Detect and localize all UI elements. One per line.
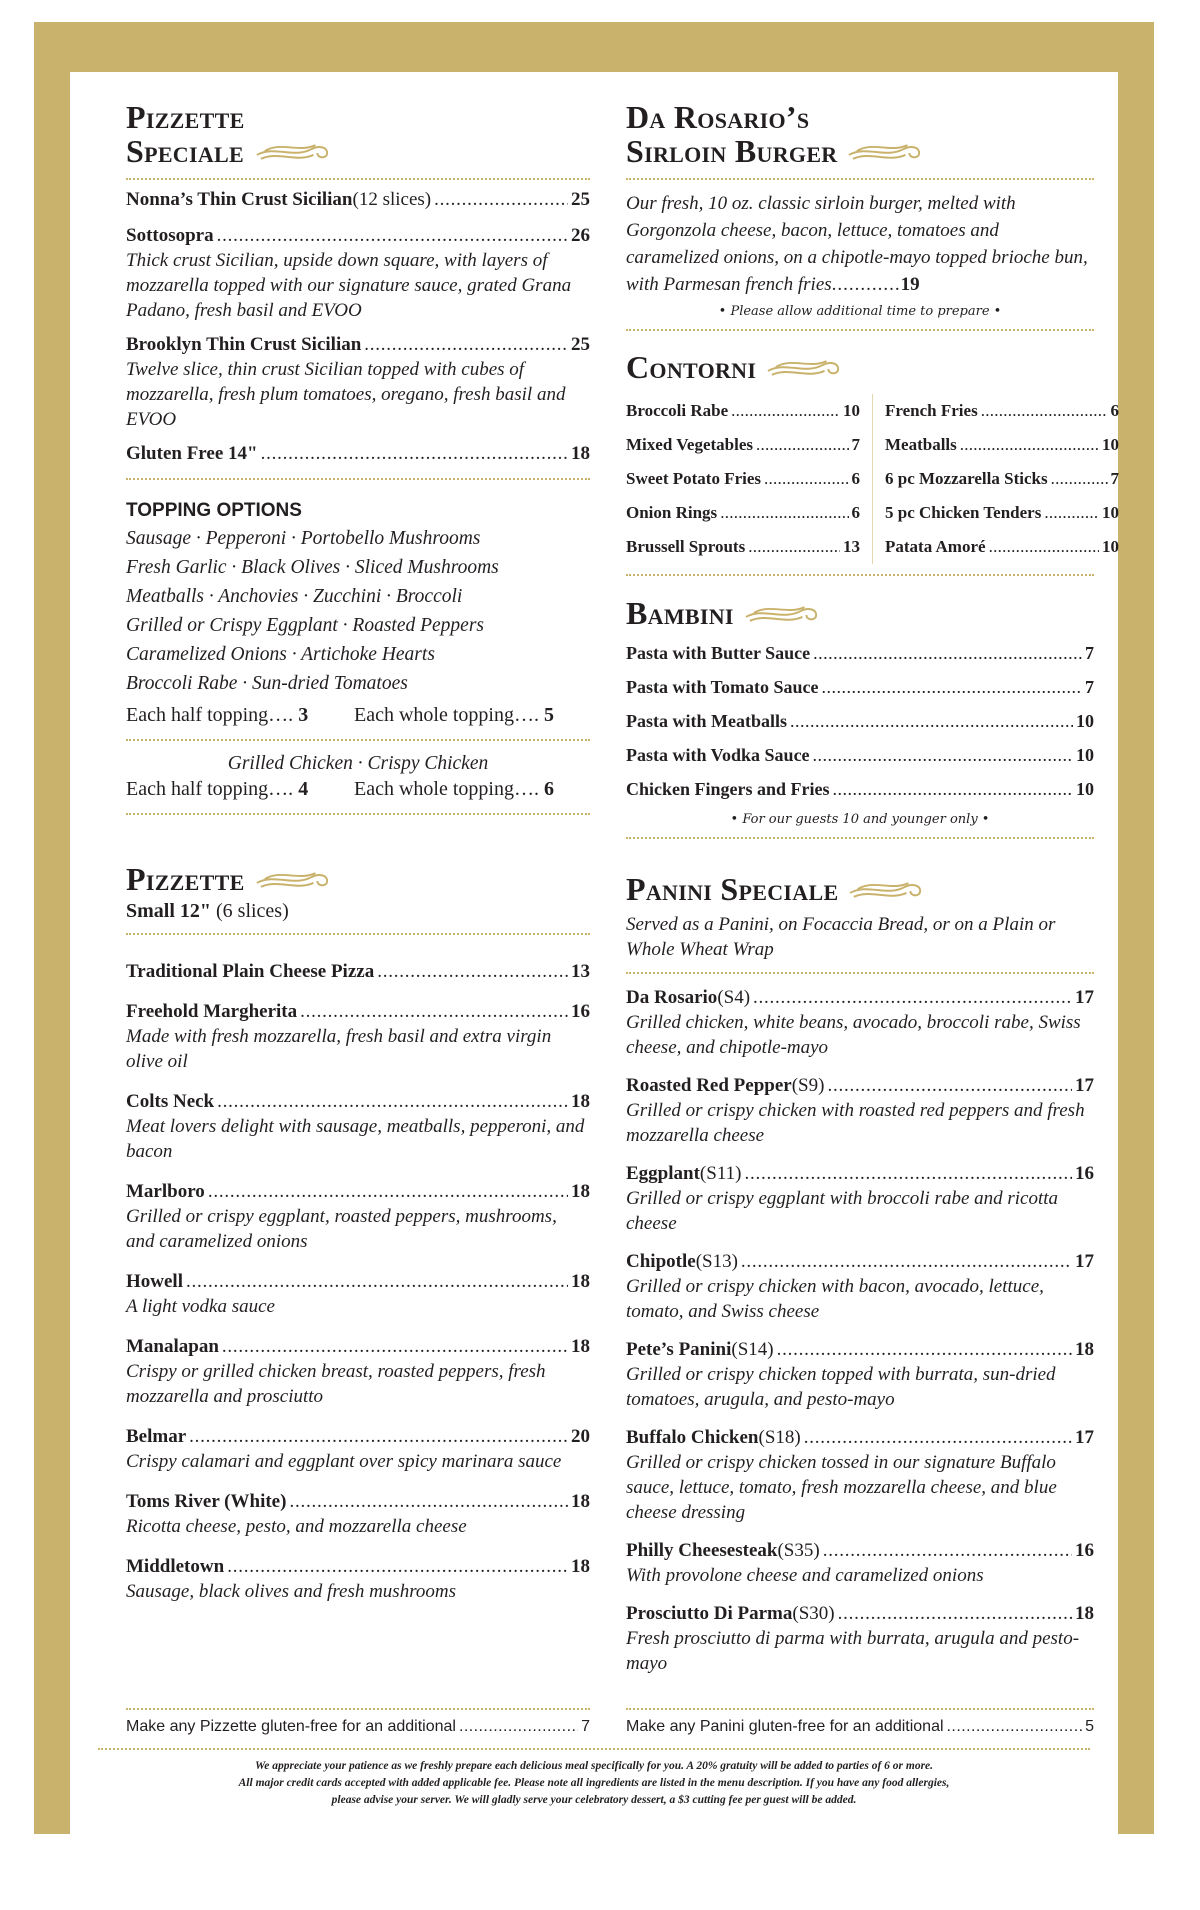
item-description: Crispy or grilled chicken breast, roasted peppers, fresh mozzarella and prosciutto	[126, 1361, 546, 1407]
pizzette-size	[126, 900, 590, 923]
item-price: 6	[851, 469, 860, 488]
menu-item	[885, 394, 1119, 428]
item-name: Brooklyn Thin Crust Sicilian	[126, 334, 362, 355]
topping-price-row	[126, 704, 590, 727]
burger-note: • Please allow additional time to prepare •	[718, 304, 1002, 319]
pizzette-speciale-list	[126, 188, 590, 480]
item-description: Grilled or crispy chicken tossed in our signature Buffalo sauce, lettuce, tomato, fresh mozzarella cheese, and blue cheese dressing	[626, 1452, 1057, 1523]
menu-item	[126, 1000, 590, 1074]
half-topping-price: 3	[298, 704, 309, 726]
menu-item	[626, 462, 860, 496]
menu-item	[626, 496, 860, 530]
item-extra: (12 slices)	[352, 189, 432, 210]
section-divider	[126, 478, 590, 480]
item-description: Made with fresh mozzarella, fresh basil and extra virgin olive oil	[126, 1026, 552, 1072]
menu-item	[626, 738, 1094, 772]
section-divider	[126, 813, 590, 815]
menu-item	[626, 1162, 1094, 1236]
item-price: 10	[1102, 503, 1119, 522]
section-divider	[126, 178, 590, 180]
premium-topping-line: Grilled Chicken · Crispy Chicken	[227, 753, 489, 774]
item-description: Twelve slice, thin crust Sicilian topped with cubes of mozzarella, fresh plum tomatoes, oregano, fresh basil and EVOO	[126, 359, 566, 430]
whole-topping-label: Each whole topping….	[354, 778, 539, 800]
section-title-text: Bambini	[626, 595, 734, 631]
item-name: Sottosopra	[126, 225, 214, 246]
menu-item	[885, 462, 1119, 496]
topping-options	[126, 500, 590, 815]
footer-line: please advise your server. We will gladly serve your celebratory dessert, a $3 cutting fee per guest will be added.	[331, 1794, 857, 1806]
item-name: Chipotle	[626, 1251, 696, 1272]
item-description: Grilled or crispy chicken with roasted red peppers and fresh mozzarella cheese	[626, 1100, 1085, 1146]
gold-swirl-ornament-icon	[847, 139, 925, 165]
item-code: (S13)	[695, 1251, 738, 1272]
section-title-text: Panini Speciale	[626, 871, 839, 907]
topping-options-label: TOPPING OPTIONS	[126, 500, 302, 521]
menu-item	[126, 1490, 590, 1539]
gluten-free-label: Make any Panini gluten-free for an additional	[626, 1718, 944, 1735]
topping-line: Meatballs · Anchovies · Zucchini · Broccoli	[126, 586, 463, 607]
menu-item	[885, 530, 1119, 564]
item-price: 18	[571, 1336, 590, 1357]
item-description: Sausage, black olives and fresh mushrooms	[126, 1581, 457, 1602]
menu-item	[126, 1555, 590, 1604]
item-name: Howell	[126, 1271, 183, 1292]
item-description: Grilled or crispy chicken with bacon, avocado, lettuce, tomato, and Swiss cheese	[626, 1276, 1044, 1322]
item-price: 26	[571, 225, 590, 246]
panini-subtitle: Served as a Panini, on Focaccia Bread, or on a Plain or Whole Wheat Wrap	[626, 914, 1056, 960]
item-name: Buffalo Chicken	[626, 1427, 759, 1448]
item-code: (S18)	[758, 1427, 801, 1448]
item-code: (S9)	[791, 1075, 825, 1096]
section-divider	[126, 933, 590, 935]
item-price: 7	[851, 435, 860, 454]
item-price: 10	[1102, 435, 1119, 454]
menu-item	[626, 428, 860, 462]
item-price: 25	[571, 189, 590, 210]
item-name: Toms River (White)	[126, 1491, 287, 1512]
burger-title	[626, 100, 1094, 168]
item-description: Grilled chicken, white beans, avocado, broccoli rabe, Swiss cheese, and chipotle-mayo	[626, 1012, 1081, 1058]
section-divider	[626, 1708, 1094, 1710]
item-price: 18	[1075, 1603, 1094, 1624]
topping-line: Fresh Garlic · Black Olives · Sliced Mushrooms	[126, 557, 499, 578]
item-price: 7	[1085, 643, 1094, 663]
item-name: Pasta with Vodka Sauce	[626, 745, 810, 765]
item-price: 10	[1102, 537, 1119, 556]
item-description: Grilled or crispy chicken topped with burrata, sun-dried tomatoes, arugula, and pesto-mayo	[626, 1364, 1056, 1410]
contorni-left-list	[626, 394, 873, 564]
item-name: 6 pc Mozzarella Sticks	[885, 469, 1048, 488]
menu-item	[626, 1426, 1094, 1525]
item-description: Thick crust Sicilian, upside down square, with layers of mozzarella topped with our signature sauce, grated Grana Padano, fresh basil and EVOO	[126, 250, 572, 321]
half-topping-label: Each half topping….	[126, 704, 294, 726]
pizzette-title	[126, 862, 590, 896]
item-price: 6	[1110, 401, 1119, 420]
item-name: Eggplant	[626, 1163, 700, 1184]
topping-line: Broccoli Rabe · Sun-dried Tomatoes	[126, 673, 408, 694]
item-name: Marlboro	[126, 1181, 205, 1202]
pizzette-list	[126, 960, 590, 1604]
item-price: 13	[843, 537, 860, 556]
size-label: Small 12"	[126, 900, 211, 922]
bambini-note: • For our guests 10 and younger only •	[730, 812, 990, 827]
item-name: Chicken Fingers and Fries	[626, 779, 830, 799]
item-price: 10	[1076, 711, 1094, 731]
gluten-free-price: 5	[1085, 1718, 1094, 1735]
section-divider	[126, 1708, 590, 1710]
item-name: Da Rosario	[626, 987, 718, 1008]
item-description: Grilled or crispy eggplant, roasted peppers, mushrooms, and caramelized onions	[126, 1206, 557, 1252]
item-name: Traditional Plain Cheese Pizza	[126, 961, 375, 982]
bambini-title	[626, 596, 1094, 630]
half-topping-price: 4	[298, 778, 309, 800]
item-price: 17	[1075, 1075, 1094, 1096]
menu-item	[126, 1180, 590, 1254]
item-name: Prosciutto Di Parma	[626, 1603, 793, 1624]
panini-title	[626, 872, 1094, 906]
menu-item	[626, 1539, 1094, 1588]
item-price: 17	[1075, 987, 1094, 1008]
item-name: Mixed Vegetables	[626, 435, 754, 454]
item-name: Meatballs	[885, 435, 957, 454]
half-topping-label: Each half topping….	[126, 778, 294, 800]
menu-item	[126, 960, 590, 984]
pizzette-gluten-free-note	[126, 1718, 590, 1736]
menu-item	[626, 1602, 1094, 1676]
gold-swirl-ornament-icon	[255, 139, 333, 165]
topping-line: Grilled or Crispy Eggplant · Roasted Peppers	[126, 615, 485, 636]
menu-item	[626, 670, 1094, 704]
menu-page	[70, 72, 1118, 1840]
section-title-text: Da Rosario’s Sirloin Burger	[626, 99, 838, 169]
item-name: Gluten Free 14"	[126, 443, 258, 464]
item-description: Ricotta cheese, pesto, and mozzarella cheese	[126, 1516, 467, 1537]
menu-item	[885, 496, 1119, 530]
menu-item	[126, 442, 590, 466]
item-name: Pasta with Meatballs	[626, 711, 787, 731]
contorni-title	[626, 350, 1094, 384]
item-description: Crispy calamari and eggplant over spicy marinara sauce	[126, 1451, 562, 1472]
item-description: Meat lovers delight with sausage, meatballs, pepperoni, and bacon	[126, 1116, 585, 1162]
item-price: 18	[571, 1091, 590, 1112]
footer-notice	[110, 1758, 1078, 1809]
menu-item	[126, 1335, 590, 1409]
item-price: 20	[571, 1426, 590, 1447]
item-name: Sweet Potato Fries	[626, 469, 762, 488]
menu-item	[626, 704, 1094, 738]
item-name: Broccoli Rabe	[626, 401, 729, 420]
item-name: Roasted Red Pepper	[626, 1075, 792, 1096]
panini-section	[626, 872, 1094, 1676]
panini-list	[626, 986, 1094, 1676]
menu-item	[885, 428, 1119, 462]
item-description: Our fresh, 10 oz. classic sirloin burger, melted with Gorgonzola cheese, bacon, lettuce, tomatoes and caramelized onions, on a chipotle-mayo topped brioche bun, with Parmesan french fries	[626, 193, 1088, 295]
item-price: 18	[571, 1556, 590, 1577]
menu-item	[126, 1090, 590, 1164]
gold-swirl-ornament-icon	[744, 601, 822, 627]
item-name: Pasta with Butter Sauce	[626, 643, 811, 663]
menu-item	[626, 530, 860, 564]
menu-item	[126, 224, 590, 323]
gold-swirl-ornament-icon	[766, 355, 844, 381]
section-title-text: Contorni	[626, 349, 757, 385]
item-code: (S11)	[699, 1163, 742, 1184]
item-price: 17	[1075, 1251, 1094, 1272]
item-name: Brussell Sprouts	[626, 537, 746, 556]
pizzette-speciale-title	[126, 100, 590, 168]
item-price: 18	[1075, 1339, 1094, 1360]
menu-item	[126, 1425, 590, 1474]
section-divider	[626, 574, 1094, 576]
panini-gluten-free-note	[626, 1718, 1094, 1736]
item-price: 16	[571, 1001, 590, 1022]
section-divider	[626, 178, 1094, 180]
topping-list	[126, 524, 590, 698]
topping-line: Sausage · Pepperoni · Portobello Mushrooms	[126, 528, 481, 549]
item-price: 13	[571, 961, 590, 982]
item-price: 7	[1110, 469, 1119, 488]
item-name: French Fries	[885, 401, 978, 420]
section-divider	[126, 739, 590, 741]
size-extra: (6 slices)	[211, 900, 289, 922]
gold-swirl-ornament-icon	[255, 867, 333, 893]
item-name: Philly Cheesesteak	[626, 1540, 778, 1561]
contorni-section	[626, 349, 1119, 576]
item-description: Fresh prosciutto di parma with burrata, arugula and pesto-mayo	[626, 1628, 1080, 1674]
menu-item	[626, 394, 860, 428]
item-code: (S30)	[792, 1603, 835, 1624]
item-code: (S35)	[777, 1540, 820, 1561]
item-name: Colts Neck	[126, 1091, 215, 1112]
item-price: 7	[1085, 677, 1094, 697]
item-name: Belmar	[126, 1426, 187, 1447]
item-description: Grilled or crispy eggplant with broccoli rabe and ricotta cheese	[626, 1188, 1059, 1234]
item-name: Freehold Margherita	[126, 1001, 298, 1022]
whole-topping-price: 6	[543, 778, 554, 800]
section-divider	[626, 329, 1094, 331]
item-price: 10	[1076, 779, 1094, 799]
item-name: Pasta with Tomato Sauce	[626, 677, 819, 697]
item-name: Middletown	[126, 1556, 225, 1577]
item-name: 5 pc Chicken Tenders	[885, 503, 1042, 522]
gluten-free-label: Make any Pizzette gluten-free for an additional	[126, 1718, 456, 1735]
footer-line: All major credit cards accepted with added applicable fee. Please note all ingredients are listed in the menu description. If you have any food allergies,	[238, 1777, 950, 1789]
item-price: 16	[1075, 1540, 1094, 1561]
footer-line: We appreciate your patience as we freshly prepare each delicious meal specifically for you. A 20% gratuity will be added to parties of 6 or more.	[254, 1760, 934, 1772]
gold-swirl-ornament-icon	[848, 877, 926, 903]
item-name: Manalapan	[126, 1336, 219, 1357]
menu-item	[626, 636, 1094, 670]
item-price: 19	[900, 274, 920, 295]
menu-item	[626, 986, 1094, 1060]
item-price: 18	[571, 1181, 590, 1202]
contorni-right-list	[873, 394, 1119, 564]
menu-item	[626, 1074, 1094, 1148]
whole-topping-label: Each whole topping….	[354, 704, 539, 726]
item-price: 18	[571, 1271, 590, 1292]
item-description: With provolone cheese and caramelized onions	[626, 1565, 984, 1586]
item-code: (S14)	[731, 1339, 774, 1360]
item-price: 18	[571, 443, 590, 464]
menu-item	[626, 1250, 1094, 1324]
menu-item	[126, 188, 590, 212]
section-divider	[626, 972, 1094, 974]
item-name: Patata Amoré	[885, 537, 986, 556]
item-price: 10	[1076, 745, 1094, 765]
item-name: Pete’s Panini	[626, 1339, 732, 1360]
item-name: Onion Rings	[626, 503, 718, 522]
premium-topping-price-row	[126, 778, 590, 801]
section-title-text: Pizzette	[126, 861, 245, 897]
menu-item	[626, 772, 1094, 806]
burger-description: Our fresh, 10 oz. classic sirloin burger, melted with Gorgonzola cheese, bacon, lettuce, tomatoes and caramelized onions, on a chipotle-mayo topped brioche bun, with Parmesan french fries............19	[626, 193, 1088, 295]
gluten-free-price: 7	[581, 1718, 590, 1735]
item-code: (S4)	[717, 987, 751, 1008]
menu-item	[626, 1338, 1094, 1412]
item-name: Nonna’s Thin Crust Sicilian	[126, 189, 353, 210]
menu-item	[126, 333, 590, 432]
item-price: 6	[851, 503, 860, 522]
item-price: 17	[1075, 1427, 1094, 1448]
section-divider	[626, 837, 1094, 839]
item-price: 18	[571, 1491, 590, 1512]
bambini-section	[626, 596, 1094, 839]
item-price: 10	[843, 401, 860, 420]
item-price: 16	[1075, 1163, 1094, 1184]
whole-topping-price: 5	[543, 704, 554, 726]
menu-item	[126, 1270, 590, 1319]
footer-divider	[98, 1748, 1090, 1750]
section-title-text: Pizzette Speciale	[126, 99, 245, 169]
item-price: 25	[571, 334, 590, 355]
topping-line: Caramelized Onions · Artichoke Hearts	[126, 644, 435, 665]
item-description: A light vodka sauce	[126, 1296, 275, 1317]
